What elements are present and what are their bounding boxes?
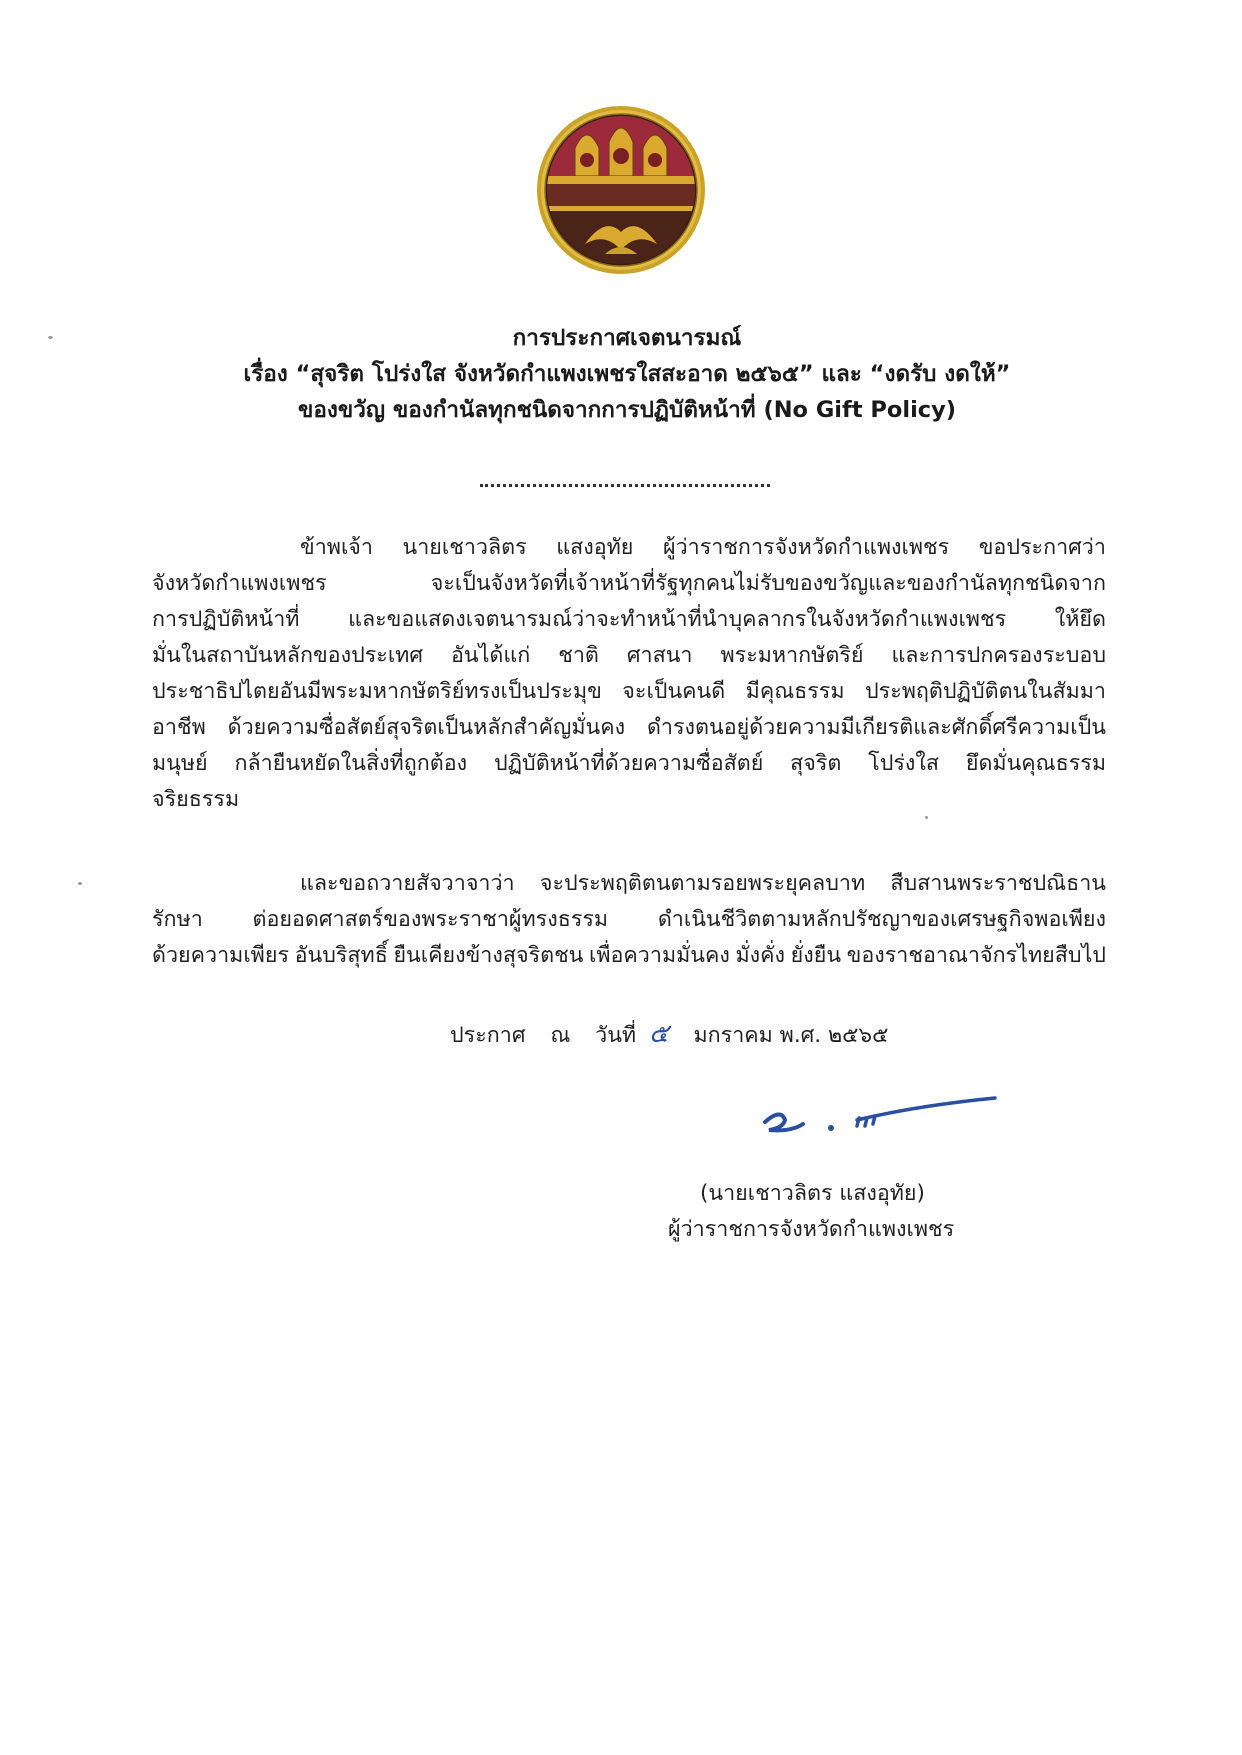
- text-line: มนุษย์ กล้ายืนหยัดในสิ่งที่ถูกต้อง ปฏิบัติหน้าที่ด้วยความซื่อสัตย์ สุจริต โปร่งใส ยึดมั่นคุณธรรม: [152, 751, 1106, 776]
- text-line: มั่นในสถาบันหลักของประเทศ อันได้แก่ ชาติ ศาสนา พระมหากษัตริย์ และการปกครองระบอบ: [152, 643, 1106, 668]
- document-title: การประกาศเจตนารมณ์: [512, 325, 742, 351]
- text-line: ด้วยความเพียร อันบริสุทธิ์ ยืนเคียงข้างสุจริตชน เพื่อความมั่นคง มั่งคั่ง ยั่งยืน ของราชอาณาจักรไทยสืบไป: [152, 943, 1106, 968]
- at-label: ณ: [550, 1023, 571, 1048]
- text-line: ประชาธิปไตยอันมีพระมหากษัตริย์ทรงเป็นประมุข จะเป็นคนดี มีคุณธรรม ประพฤติปฏิบัติตนในสัมมา: [152, 679, 1106, 704]
- handwritten-day: ๕: [648, 1019, 669, 1049]
- signatory-name: (นายเชาวลิตร แสงอุทัย): [700, 1181, 925, 1206]
- text-line: จังหวัดกำแพงเพชร จะเป็นจังหวัดที่เจ้าหน้าที่รัฐทุกคนไม่รับของขวัญและของกำนัลทุกชนิดจาก: [152, 571, 1106, 596]
- date-line: [450, 1016, 906, 1054]
- document-subject-continued: ของขวัญ ของกำนัลทุกชนิดจากการปฏิบัติหน้าที่ (No Gift Policy): [297, 397, 957, 423]
- paragraph-oath: [152, 866, 1106, 974]
- scan-speck: [78, 882, 82, 885]
- paragraph-declaration: [152, 530, 1106, 818]
- signatory-position: ผู้ว่าราชการจังหวัดกำแพงเพชร: [668, 1217, 955, 1242]
- text-line: การปฏิบัติหน้าที่ และขอแสดงเจตนารมณ์ว่าจะทำหน้าที่นำบุคลากรในจังหวัดกำแพงเพชร ให้ยึด: [152, 607, 1106, 632]
- title-block: [150, 320, 1104, 428]
- scan-speck: [48, 336, 53, 339]
- text-line: และขอถวายสัจวาจาว่า จะประพฤติตนตามรอยพระยุคลบาท สืบสานพระราชปณิธาน: [300, 871, 1106, 896]
- handwritten-signature: [745, 1078, 1005, 1148]
- text-line: จริยธรรม: [152, 787, 240, 812]
- month-year: มกราคม พ.ศ. ๒๕๖๕: [693, 1023, 889, 1048]
- document-subject: เรื่อง “สุจริต โปร่งใส จังหวัดกำแพงเพชรใสสะอาด ๒๕๖๕” และ “งดรับ งดให้”: [243, 361, 1011, 387]
- text-line: รักษา ต่อยอดศาสตร์ของพระราชาผู้ทรงธรรม ดำเนินชีวิตตามหลักปรัชญาของเศรษฐกิจพอเพียง: [152, 907, 1106, 932]
- dotted-divider: [480, 476, 770, 487]
- text-line: ข้าพเจ้า นายเชาวลิตร แสงอุทัย ผู้ว่าราชการจังหวัดกำแพงเพชร ขอประกาศว่า: [300, 535, 1106, 560]
- text-line: อาชีพ ด้วยความซื่อสัตย์สุจริตเป็นหลักสำคัญมั่นคง ดำรงตนอยู่ด้วยความมีเกียรติและศักดิ์ศรีความเป็น: [152, 715, 1106, 740]
- day-label: วันที่: [595, 1023, 637, 1048]
- announce-label: ประกาศ: [450, 1023, 526, 1048]
- provincial-seal-logo: [535, 104, 707, 276]
- scan-speck: [925, 816, 928, 819]
